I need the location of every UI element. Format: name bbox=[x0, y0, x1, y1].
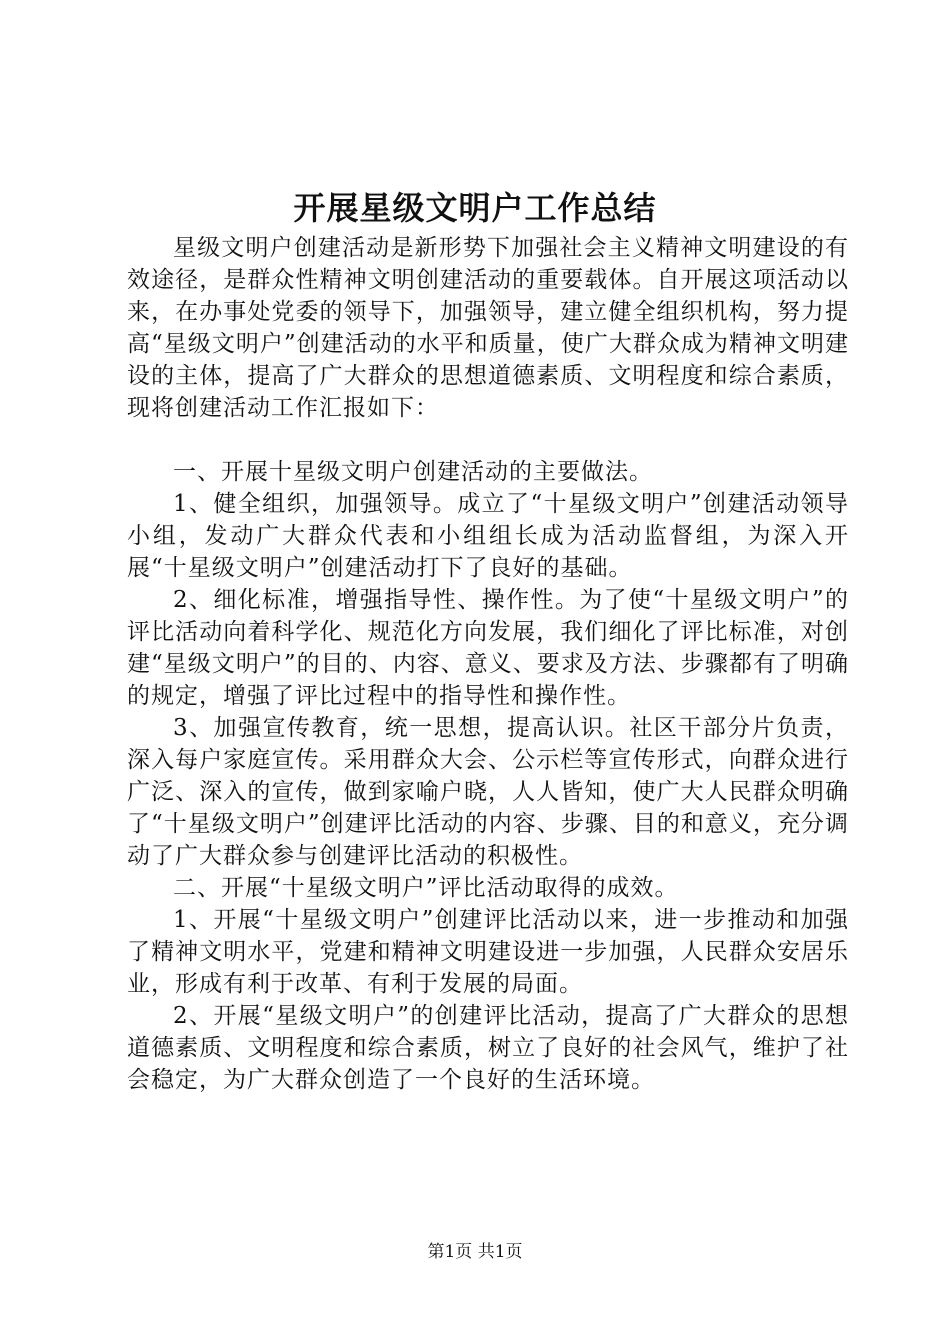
paragraph-item: 1、开展“十星级文明户”创建评比活动以来，进一步推动和加强了精神文明水平，党建和精神文明建设进一步加强，人民群众安居乐业，形成有利于改革、有利于发展的局面。 bbox=[127, 907, 849, 997]
paragraph-item: 2、开展“星级文明户”的创建评比活动，提高了广大群众的思想道德素质、文明程度和综合素质，树立了良好的社会风气，维护了社会稳定，为广大群众创造了一个良好的生活环境。 bbox=[127, 1003, 849, 1093]
page-footer: 第1页 共1页 bbox=[427, 1242, 523, 1262]
paragraph-item: 3、加强宣传教育，统一思想，提高认识。社区干部分片负责，深入每户家庭宣传。采用群众大会、公示栏等宣传形式，向群众进行广泛、深入的宣传，做到家喻户晓，人人皆知，使广大人民群众明确了“十星级文明户”创建评比活动的内容、步骤、目的和意义，充分调动了广大群众参与创建评比活动的积极性。 bbox=[127, 715, 849, 869]
paragraph-item: 1、健全组织，加强领导。成立了“十星级文明户”创建活动领导小组，发动广大群众代表和小组组长成为活动监督组，为深入开展“十星级文明户”创建活动打下了良好的基础。 bbox=[127, 491, 849, 581]
paragraph-intro: 星级文明户创建活动是新形势下加强社会主义精神文明建设的有效途径，是群众性精神文明创建活动的重要载体。自开展这项活动以来，在办事处党委的领导下，加强领导，建立健全组织机构，努力提高“星级文明户”创建活动的水平和质量，使广大群众成为精神文明建设的主体，提高了广大群众的思想道德素质、文明程度和综合素质，现将创建活动工作汇报如下： bbox=[127, 235, 849, 421]
paragraph-item: 2、细化标准，增强指导性、操作性。为了使“十星级文明户”的评比活动向着科学化、规范化方向发展，我们细化了评比标准，对创建“星级文明户”的目的、内容、意义、要求及方法、步骤都有了明确的规定，增强了评比过程中的指导性和操作性。 bbox=[127, 587, 849, 709]
document-body bbox=[127, 232, 849, 1096]
document-title: 开展星级文明户工作总结 bbox=[293, 189, 657, 227]
section-heading-1: 一、开展十星级文明户创建活动的主要做法。 bbox=[173, 459, 653, 485]
section-heading-2: 二、开展“十星级文明户”评比活动取得的成效。 bbox=[173, 875, 679, 901]
